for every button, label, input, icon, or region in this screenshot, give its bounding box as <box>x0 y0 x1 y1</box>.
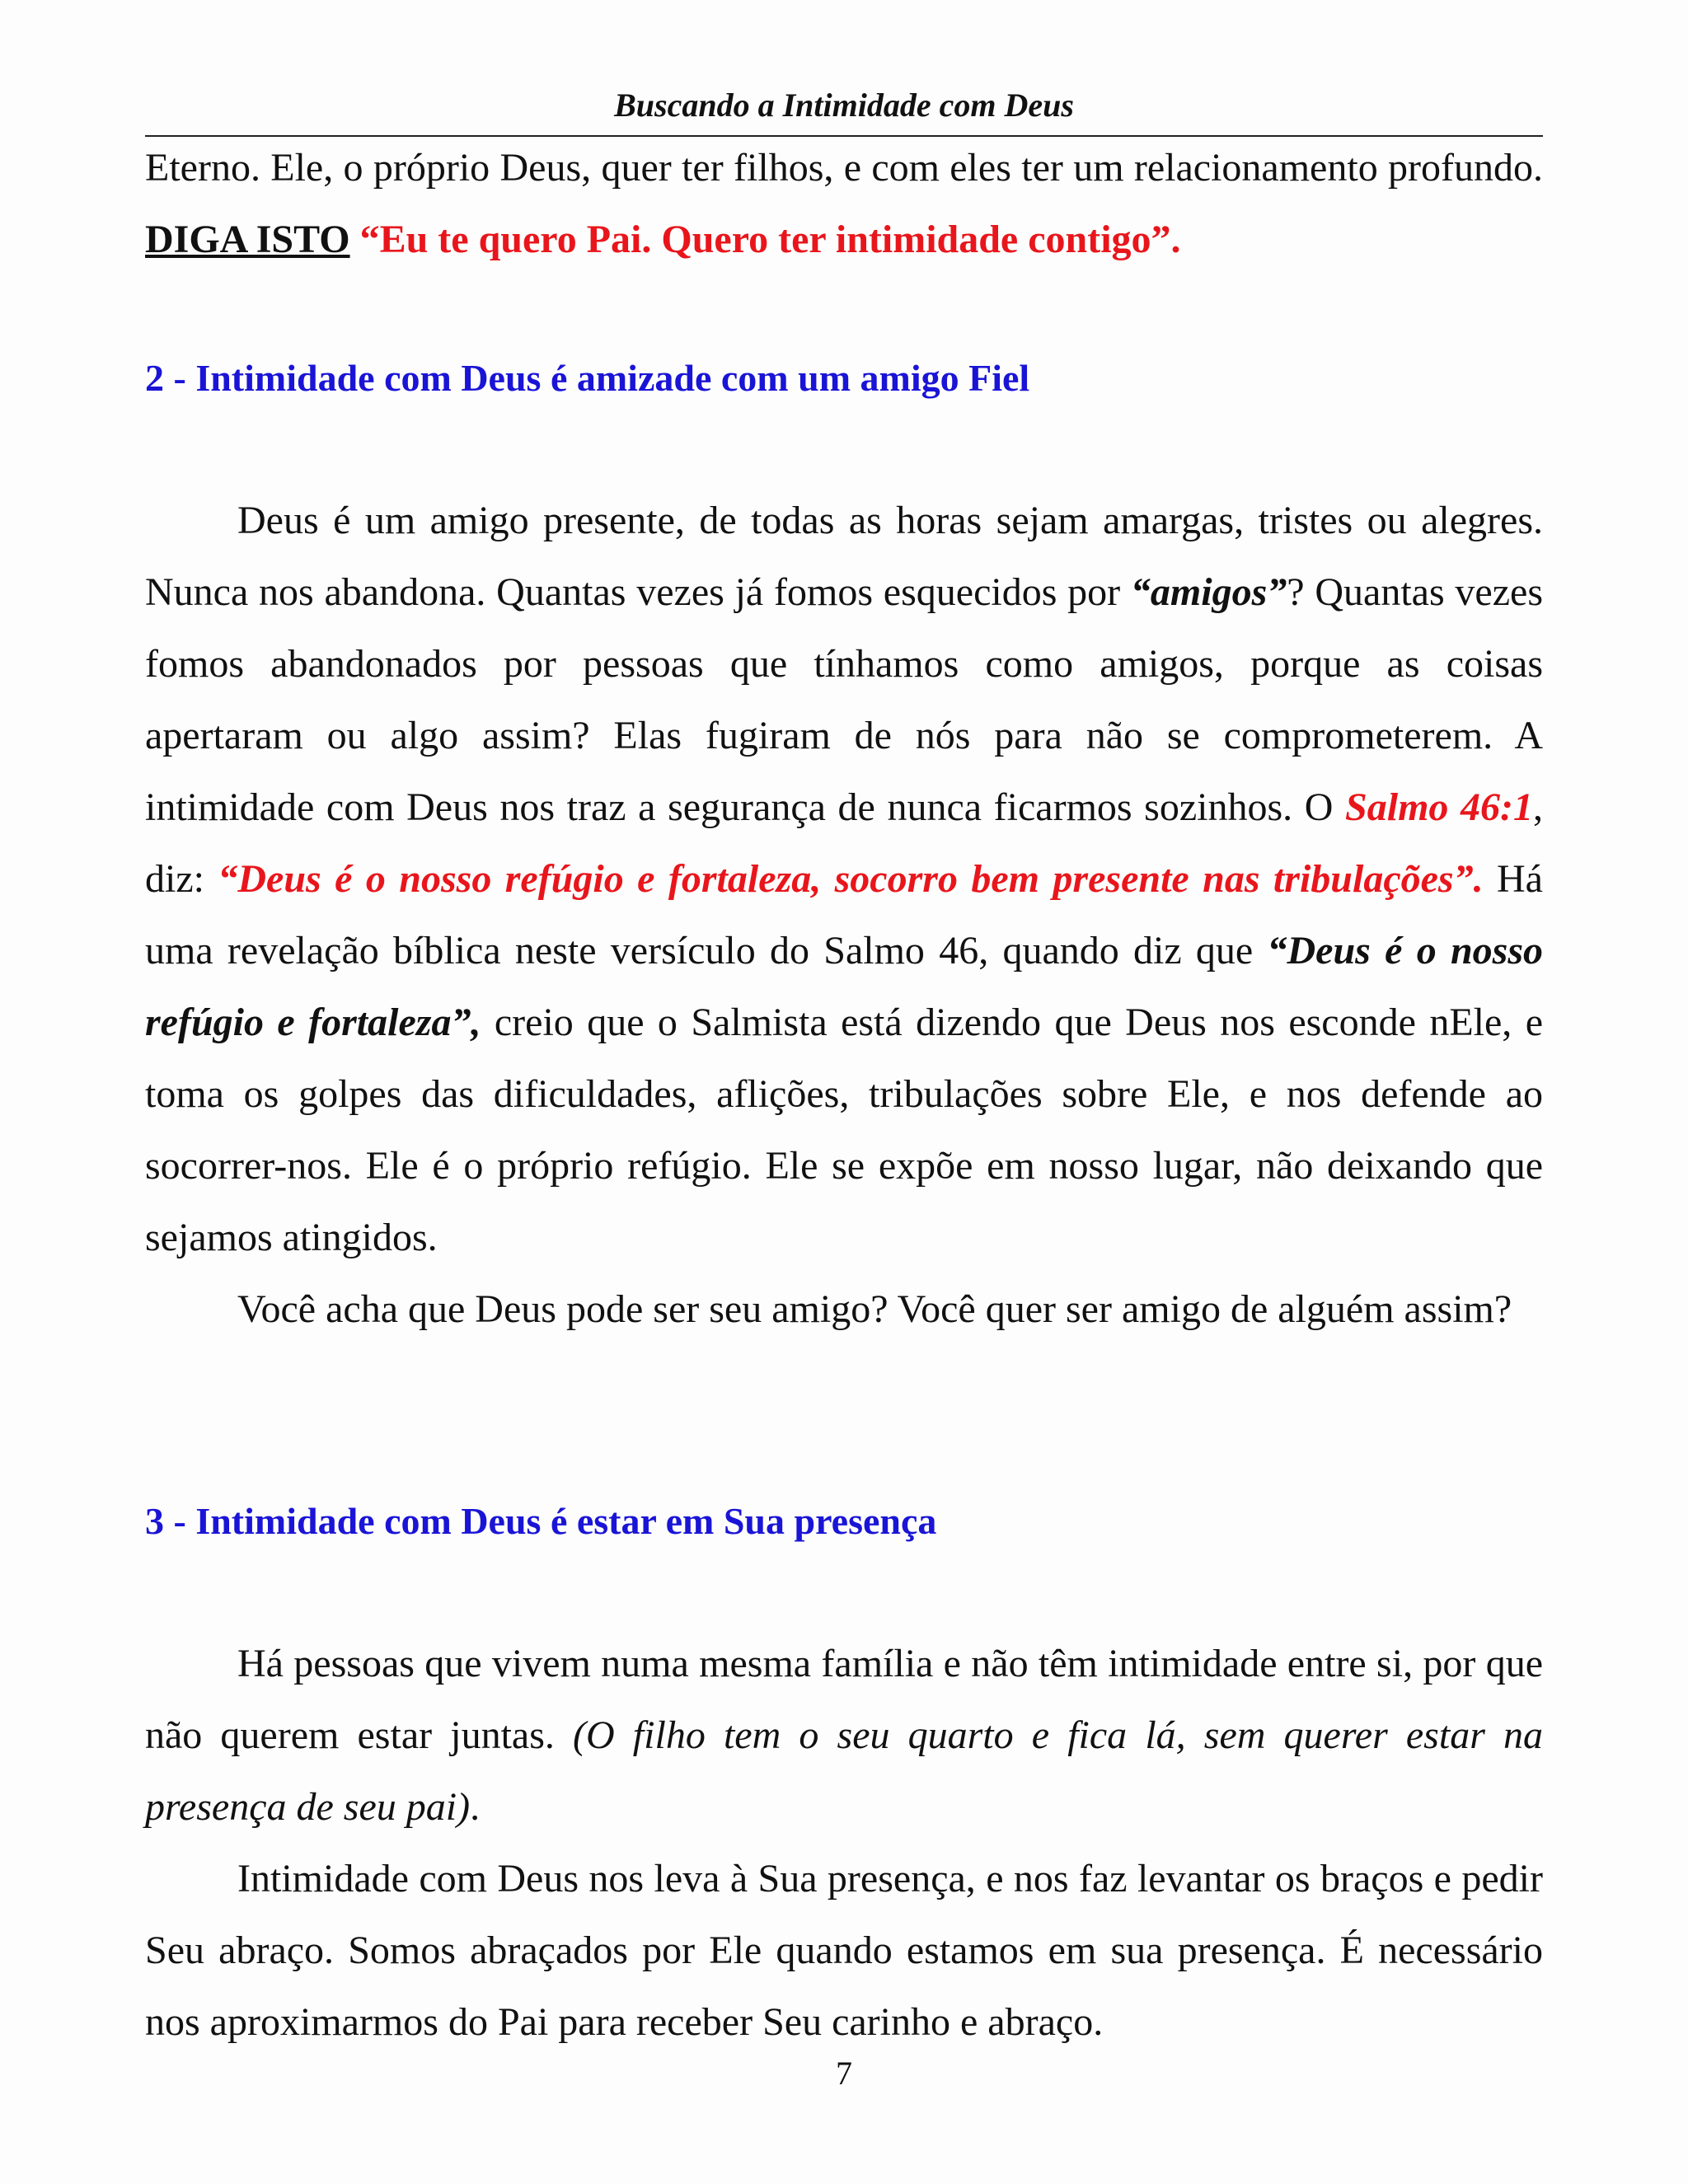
parenthetical-note: (O filho tem o seu quarto e fica lá, sem querer estar na presença de seu pai) <box>145 1713 1544 1829</box>
section-2-heading: 2 - Intimidade com Deus é amizade com um amigo Fiel <box>145 357 1030 399</box>
prayer-quote: “Eu te quero Pai. Quero ter intimidade contigo”. <box>359 218 1181 261</box>
section-2-paragraph-1: Deus é um amigo presente, de todas as horas sejam amargas, tristes ou alegres. Nunca nos abandona. Quantas vezes já fomos esquecidos por “amigos”? Quantas vezes fomos abandonados por pessoas que tínhamos como amigos, porque as coisas apertaram ou algo assim? Elas fugiram de nós para não se comprometerem. A intimidade com Deus nos traz a segurança de nunca ficarmos sozinhos. O Salmo 46:1, diz: “Deus é o nosso refúgio e fortaleza, socorro bem presente nas tribulações”. Há uma revelação bíblica neste versículo do Salmo 46, quando diz que “Deus é o nosso refúgio e fortaleza”, creio que o Salmista está dizendo que Deus nos esconde nEle, e toma os golpes das dificuldades, aflições, tribulações sobre Ele, e nos defende ao socorrer-nos. Ele é o próprio refúgio. Ele se expõe em nosso lugar, não deixando que sejamos atingidos. <box>145 499 1544 1259</box>
section-2-paragraph-2: Você acha que Deus pode ser seu amigo? Você quer ser amigo de alguém assim? <box>237 1287 1512 1331</box>
section-3-heading: 3 - Intimidade com Deus é estar em Sua presença <box>145 1500 937 1542</box>
amigos-emphasis: “amigos” <box>1130 570 1287 614</box>
refuge-quote: “Deus é o nosso refúgio e fortaleza”, <box>145 929 1544 1044</box>
section-3-paragraph-2: Intimidade com Deus nos leva à Sua presença, e nos faz levantar os braços e pedir Seu abraço. Somos abraçados por Ele quando estamos em sua presença. É necessário nos aproximarmos do Pai para receber Seu carinho e abraço. <box>145 1857 1543 2044</box>
page-number: 7 <box>836 2055 852 2092</box>
psalm-reference: Salmo 46:1 <box>1345 785 1533 829</box>
intro-paragraph <box>145 132 1543 275</box>
intro-text: Eterno. Ele, o próprio Deus, quer ter filhos, e com eles ter um relacionamento profundo. <box>145 146 1543 190</box>
running-header: Buscando a Intimidade com Deus <box>614 87 1074 124</box>
psalm-quote: “Deus é o nosso refúgio e fortaleza, socorro bem presente nas tribulações”. <box>218 857 1484 901</box>
diga-isto-label: DIGA ISTO <box>145 218 350 261</box>
section-3-paragraph-1: Há pessoas que vivem numa mesma família e não têm intimidade entre si, por que não querem estar juntas. (O filho tem o seu quarto e fica lá, sem querer estar na presença de seu pai). <box>145 1642 1544 1829</box>
